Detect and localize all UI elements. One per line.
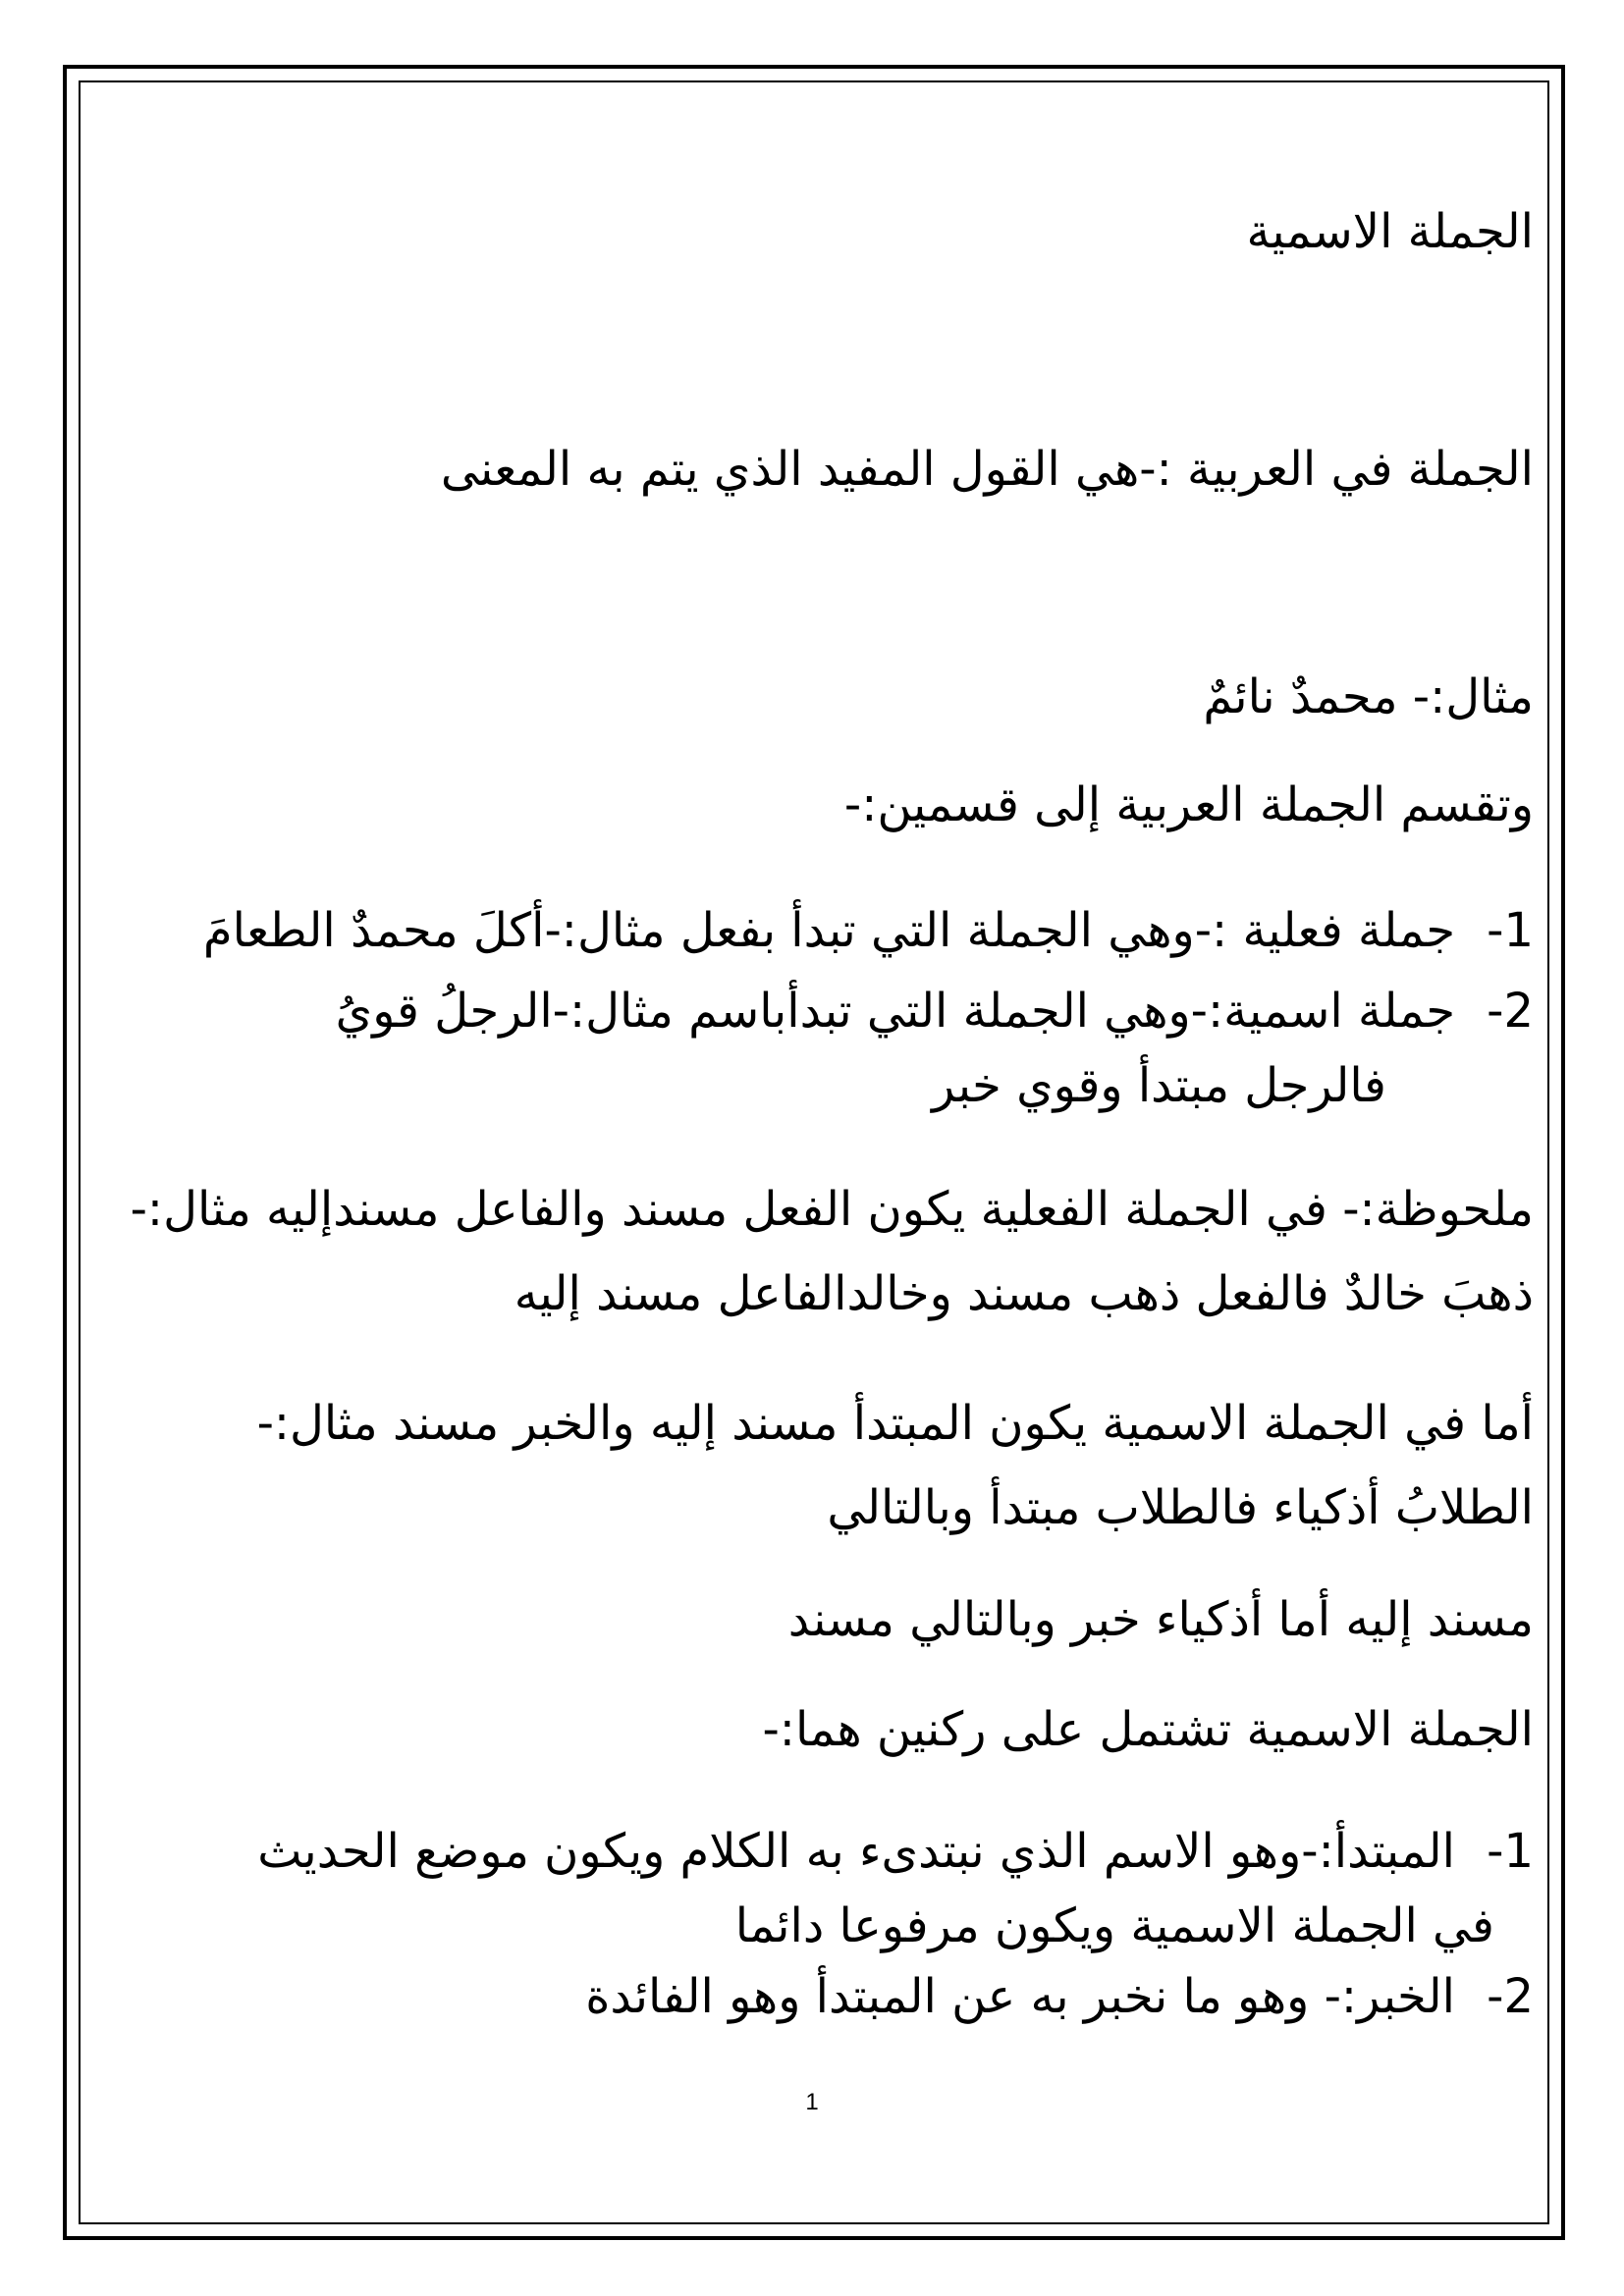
nominal-rule-continuation: مسند إليه أما أذكياء خبر وبالتالي مسند [787, 1592, 1534, 1647]
list-text: جملة اسمية:-وهي الجملة التي تبدأباسم مثال:-الرجلُ قويُ [335, 984, 1455, 1039]
list-text: المبتدأ:-وهو الاسم الذي نبتدىء به الكلام ويكون موضع الحديث [257, 1824, 1455, 1879]
example-line: مثال:- محمدٌ نائمٌ [1203, 669, 1534, 724]
definition-line: الجملة في العربية :-هي القول المفيد الذي يتم به المعنى [440, 442, 1534, 497]
list-text: الخبر:- وهو ما نخبر به عن المبتدأ وهو الفائدة [585, 1969, 1455, 2024]
list-number: 2- [1487, 984, 1534, 1039]
division-intro: وتقسم الجملة العربية إلى قسمين:- [843, 777, 1534, 832]
list-number: 2- [1487, 1969, 1534, 2024]
list-item-continuation: فالرجل مبتدأ وقوي خبر [932, 1058, 1386, 1113]
list-item-subject [257, 1822, 1534, 1881]
list-item-continuation: في الجملة الاسمية ويكون مرفوعا دائما [734, 1898, 1494, 1953]
list-text: جملة فعلية :-وهي الجملة التي تبدأ بفعل مثال:-أكلَ محمدٌ الطعامَ [202, 903, 1455, 958]
nominal-rule-line-2: الطلابُ أذكياء فالطلاب مبتدأ وبالتالي [827, 1480, 1534, 1535]
document-title: الجملة الاسمية [1246, 204, 1534, 259]
note-line-2: ذهبَ خالدٌ فالفعل ذهب مسند وخالدالفاعل مسند إليه [514, 1266, 1534, 1321]
list-number: 1- [1487, 1824, 1534, 1879]
nominal-rule-line-1: أما في الجملة الاسمية يكون المبتدأ مسند إليه والخبر مسند مثال:- [256, 1396, 1534, 1451]
list-item-nominal-sentence [336, 982, 1534, 1041]
page-number: 1 [805, 2089, 819, 2115]
list-number: 1- [1487, 903, 1534, 958]
list-item-predicate [585, 1967, 1534, 2026]
note-line-1: ملحوظة:- في الجملة الفعلية يكون الفعل مسند والفاعل مسندإليه مثال:- [130, 1182, 1534, 1237]
list-item-verbal-sentence [203, 901, 1534, 960]
pillars-intro: الجملة الاسمية تشتمل على ركنين هما:- [762, 1702, 1534, 1757]
